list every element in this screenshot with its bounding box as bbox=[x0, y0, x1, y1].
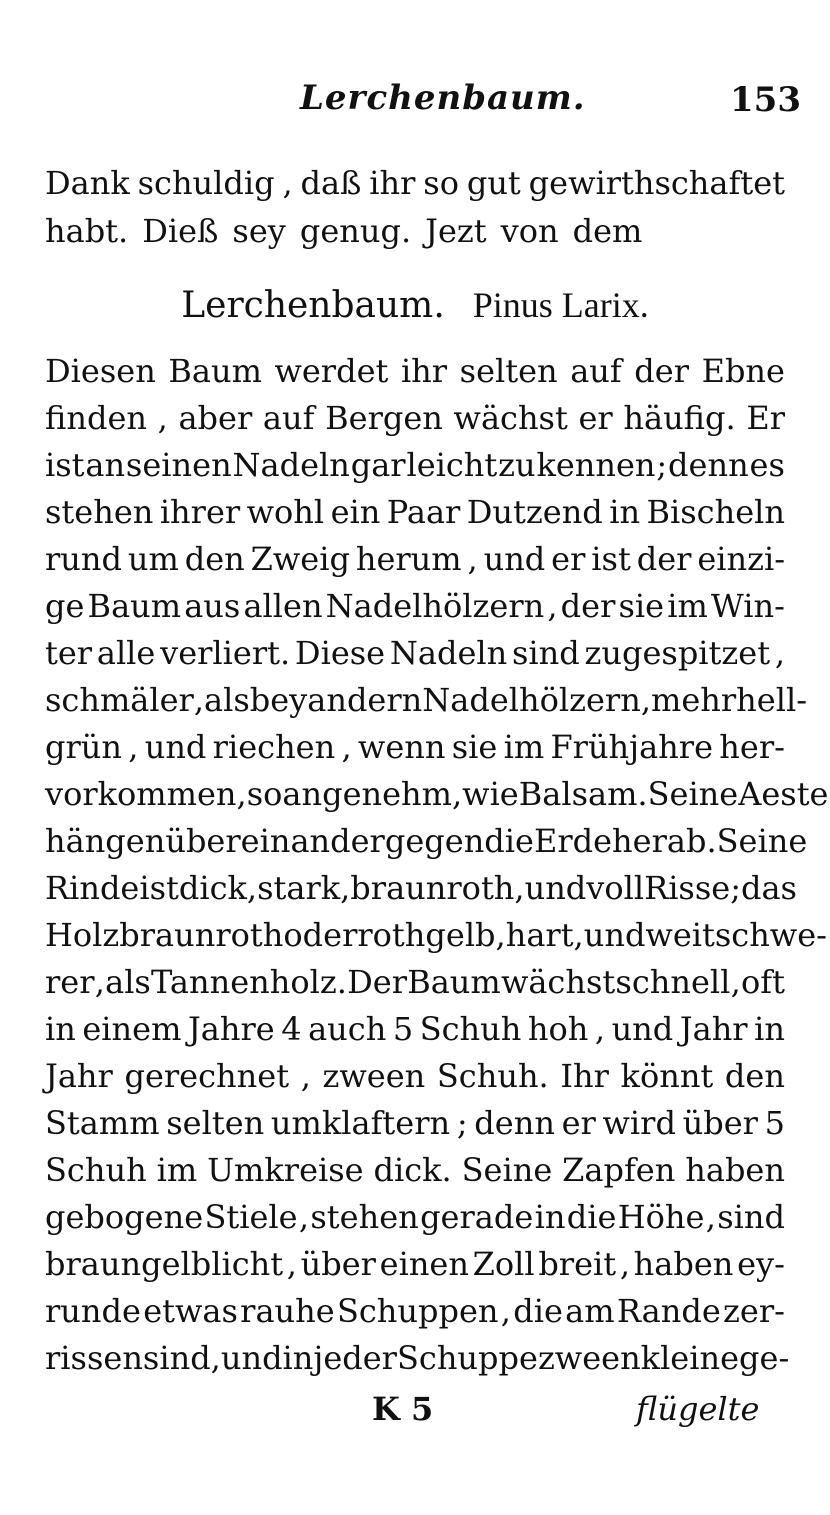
text-line: rund um den Zweig herum , und er ist der einzi- bbox=[45, 540, 785, 578]
text-line: braungelblicht , über einen Zoll breit , haben ey- bbox=[45, 1245, 785, 1283]
text-line: rissen sind , und in jeder Schuppe zween kleine ge- bbox=[45, 1339, 790, 1377]
text-line: schmäler , als bey andern Nadelhölzern , mehr hell- bbox=[45, 681, 807, 719]
text-line: hängen übereinander gegen die Erde herab. Seine bbox=[45, 822, 808, 860]
text-line: Diesen Baum werdet ihr selten auf der Ebne bbox=[45, 352, 785, 390]
text-line: Schuh im Umkreise dick. Seine Zapfen haben bbox=[45, 1151, 785, 1189]
text-line: Jahr gerechnet , zween Schuh. Ihr könnt den bbox=[45, 1057, 785, 1095]
text-line: Rinde ist dick , stark , braunroth, und voll Risse; das bbox=[45, 869, 797, 907]
text-line: finden , aber auf Bergen wächst er häufig. Er bbox=[45, 399, 785, 437]
text-line: ter alle verliert. Diese Nadeln sind zugespitzet , bbox=[45, 634, 785, 672]
text-line: ge Baum aus allen Nadelhölzern , der sie im Win- bbox=[45, 587, 785, 625]
section-title-latin: Pinus Larix. bbox=[472, 285, 649, 325]
signature-mark: K 5 bbox=[372, 1390, 434, 1428]
text-line: vorkommen, so angenehm, wie Balsam. Seine Aeste bbox=[45, 775, 829, 813]
text-line: ist an seinen Nadeln gar leicht zu kennen ; denn es bbox=[45, 446, 785, 484]
running-head: Lerchenbaum. bbox=[300, 78, 586, 118]
section-title-german: Lerchenbaum. bbox=[181, 285, 445, 326]
text-line: stehen ihrer wohl ein Paar Dutzend in Bischeln bbox=[45, 493, 785, 531]
text-line: in einem Jahre 4 auch 5 Schuh hoh , und Jahr in bbox=[45, 1010, 785, 1048]
page-number: 153 bbox=[730, 80, 801, 120]
text-line: grün , und riechen , wenn sie im Frühjahre her- bbox=[45, 728, 785, 766]
text-line: Holz braunroth oder rothgelb, hart , und weit schwe- bbox=[45, 916, 827, 954]
page-header bbox=[0, 78, 830, 128]
text-line: Stamm selten umklaftern ; denn er wird über 5 bbox=[45, 1104, 785, 1142]
catchword: flügelte bbox=[636, 1390, 760, 1428]
section-heading bbox=[0, 280, 830, 331]
text-line: gebogene Stiele , stehen gerade in die Höhe , sind bbox=[45, 1198, 785, 1236]
text-line: Dank schuldig , daß ihr so gut gewirthschaftet bbox=[45, 164, 785, 202]
text-line: rer , als Tannenholz. Der Baum wächst schnell , oft bbox=[45, 963, 785, 1001]
page-footer bbox=[0, 1390, 830, 1440]
text-line: habt. Dieß sey genug. Jezt von dem bbox=[45, 212, 643, 250]
text-line: runde etwas rauhe Schuppen , die am Rande zer- bbox=[45, 1292, 785, 1330]
